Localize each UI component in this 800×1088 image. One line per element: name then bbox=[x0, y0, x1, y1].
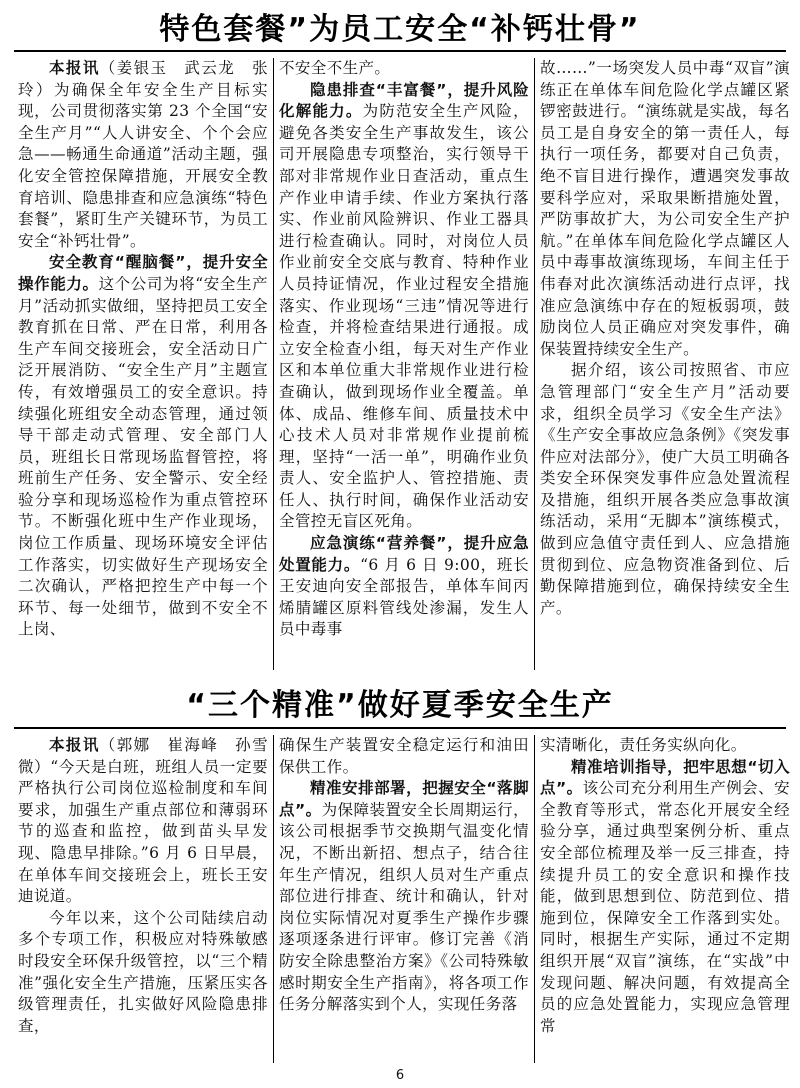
article2-subhead: 精准培训指导，把牢思想“切入点”。 bbox=[540, 757, 790, 798]
article2-paragraph-text: 为保障装置安全长周期运行，该公司根据季节交换期气温变化情况，不断出新招、想点子，结合往年生产情况，组织人员对生产重点部位进行排查、统计和确认，针对岗位实际情况对夏季生产操作步骤逐项逐条进行评审。修订完善《消防安全除患整治方案》《公司特殊敏感时期安全生产指南》，将各项工作任务分解落实到个人，实现任务落 bbox=[279, 800, 529, 1014]
article2-paragraph: 今年以来，这个公司陆续启动多个专项工作，积极应对特殊敏感时段安全环保升级管控，以“三个精准”强化安全生产措施，压紧压实各级管理责任，扎实做好风险隐患排查， bbox=[18, 908, 268, 1035]
article2-dateline: 本报讯 bbox=[49, 736, 100, 754]
article1-divider bbox=[14, 50, 786, 52]
article1-paragraph bbox=[279, 80, 529, 533]
article1-column-3 bbox=[540, 58, 790, 673]
article2-paragraph: 确保生产装置安全稳定运行和油田保供工作。 bbox=[279, 736, 529, 776]
article2-paragraph bbox=[540, 757, 790, 1038]
article1-paragraph-text: “6 月 6 日 9:00，班长王安迪向安全部报告，单体车间丙烯腈罐区原料管线处渗漏，发生人员中毒事 bbox=[279, 555, 529, 639]
article1-paragraph-text: 这个公司为将“安全生产月”活动抓实做细，坚持把员工安全教育抓在日常、严在日常，利用各生产车间交接班会，安全活动日广泛开展消防、“安全生产月”主题宣传，有效增强员工的安全意识。持续强化班组安全动态管理，通过领导干部走动式管理、安全部门人员，班组长日常现场监督管控，将班前生产任务、安全警示、安全经验分享和现场巡检作为重点管控环节。不断强化班中生产作业现场，岗位工作质量、现场环境安全评估工作落实，切实做好生产现场安全二次确认，严格把控生产中每一个环节、每一处细节，做到不安全不上岗、 bbox=[18, 274, 268, 639]
article1-headline: 特色套餐”为员工安全“补钙壮骨” bbox=[159, 12, 641, 47]
article2-column-1 bbox=[18, 735, 268, 1065]
article2-column-2 bbox=[279, 735, 529, 1065]
article2-paragraph bbox=[279, 778, 529, 1016]
article2-divider bbox=[14, 727, 786, 729]
article1-column-divider-2 bbox=[534, 58, 535, 670]
article2-subhead: 精准安排部署，把握安全“落脚点”。 bbox=[279, 779, 529, 819]
page-number: 6 bbox=[395, 1068, 405, 1083]
article2-headline: “三个精准”做好夏季安全生产 bbox=[186, 688, 614, 723]
article2-paragraph-text: 该公司充分利用生产例会、安全教育等形式，常态化开展安全经验分享，通过典型案例分析、重点安全部位梳理及举一反三排查，持续提升员工的安全意识和操作技能，做到思想到位、防范到位、措施到位，保障安全工作落到实处。同时，根据生产实际，通过不定期组织开展“双盲”演练，在“实战”中发现问题、解决问题，有效提高全员的应急处置能力，实现应急管理常 bbox=[540, 779, 790, 1035]
article2-paragraph bbox=[18, 735, 268, 908]
article1-subhead: 安全教育“醒脑餐”，提升安全操作能力。 bbox=[18, 253, 268, 293]
article1-column-divider-1 bbox=[273, 58, 274, 670]
article2-paragraph-text: （郭娜 崔海峰 孙雪微）“今天是白班，班组人员一定要严格执行公司岗位巡检制度和车间要求，加强生产重点部位和薄弱环节的巡查和监控，做到苗头早发现、隐患早排除。”6 月 6 日早晨，在单体车间交接班会上，班长王安迪说道。 bbox=[18, 736, 268, 906]
article1-paragraph bbox=[18, 58, 268, 252]
article1-paragraph: 据介绍，该公司按照省、市应急管理部门“安全生产月”活动要求，组织全员学习《安全生产法》《生产安全事故应急条例》《突发事件应对法部分》，使广大员工明确各类安全环保突发事件应急处置流程及措施，组织开展各类应急事故演练活动，采用“无脚本”演练模式，做到应急值守责任到人、应急措施贯彻到位、应急物资准备到位、后勤保障措施到位，确保持续安全生产。 bbox=[540, 361, 790, 617]
article1-paragraph: 不安全不生产。 bbox=[279, 59, 391, 77]
article1-paragraph-text: （姜银玉 武云龙 张玲）为确保全年安全生产目标实现，公司贯彻落实第 23 个全国“安全生产月”“人人讲安全、个个会应急——畅通生命通道”活动主题，强化安全管控保障措施，开展安全教育培训、隐患排查和应急演练“特色套餐”，紧盯生产关键环节，为员工安全“补钙壮骨”。 bbox=[18, 59, 268, 250]
article1-subhead: 隐患排查“丰富餐”，提升风险化解能力。 bbox=[279, 80, 529, 121]
article2-column-divider-1 bbox=[273, 735, 274, 1063]
article2-column-3 bbox=[540, 735, 790, 1065]
article1-subhead: 应急演练“营养餐”，提升应急处置能力。 bbox=[279, 534, 529, 574]
article1-paragraph bbox=[18, 252, 268, 641]
article1-paragraph bbox=[279, 533, 529, 641]
article2-column-divider-2 bbox=[534, 735, 535, 1063]
article1-column-1 bbox=[18, 58, 268, 673]
article2-paragraph: 实清晰化，责任务实纵向化。 bbox=[540, 736, 747, 754]
article1-dateline: 本报讯 bbox=[49, 59, 100, 77]
article1-paragraph: 故……”一场突发人员中毒“双盲”演练正在单体车间危险化学点罐区紧锣密鼓进行。“演练就是实战，每名员工是自身安全的第一责任人，每执行一项任务，都要对自己负责，绝不盲目进行操作，遭遇突发事故要科学应对，采取果断措施处置，严防事故扩大，为公司安全生产护航。”在单体车间危险化学点罐区人员中毒事故演练现场，车间主任于伟春对此次演练活动进行点评，找准应急演练中存在的短板弱项，鼓励岗位人员正确应对突发事件，确保装置持续安全生产。 bbox=[540, 59, 790, 358]
article1-paragraph-text: 为防范安全生产风险，避免各类安全生产事故发生，该公司开展隐患专项整治，实行领导干部对非常规作业日查活动，重点生产作业申请手续、作业方案执行落实、作业前风险辨识、作业工器具进行检查确认。同时，对岗位人员作业前安全交底与教育、特种作业人员持证情况，作业过程安全措施落实、作业现场“三违”情况等进行检查，并将检查结果进行通报。成立安全检查小组，每天对生产作业区和本单位重大非常规作业进行检查确认，做到现场作业全覆盖。单体、成品、维修车间、质量技术中心技术人员对非常规作业提前梳理，坚持“一活一单”，明确作业负责人、安全监护人、管控措施、责任人、执行时间，确保作业活动安全管控无盲区死角。 bbox=[279, 102, 529, 531]
article1-column-2 bbox=[279, 58, 529, 673]
